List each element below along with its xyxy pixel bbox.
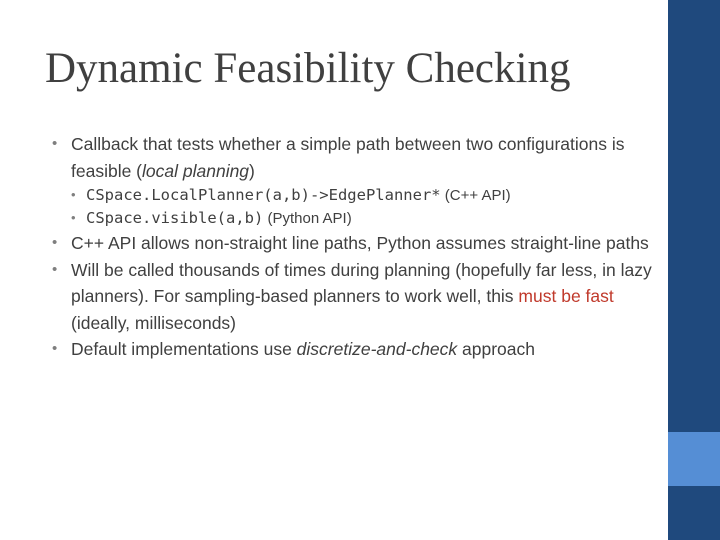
bullet-api [52, 230, 652, 257]
bullet-text: Callback that tests whether a simple path between two configurations is feasible ( [71, 134, 625, 181]
slide-title: Dynamic Feasibility Checking [45, 45, 571, 92]
subbullet-text: (Python API) [263, 210, 352, 227]
bullet-dot-icon: • [52, 340, 58, 357]
subbullet-cpp [52, 184, 652, 207]
bullet-text-end: approach [457, 339, 535, 359]
bullet-dot-icon: • [52, 234, 58, 251]
bullet-dot-icon: • [52, 135, 58, 152]
emphasis-text: must be fast [518, 286, 614, 306]
bullet-dot-icon: • [52, 260, 58, 278]
bullet-text-end: ) [249, 160, 255, 181]
code-text: CSpace.LocalPlanner(a,b)->EdgePlanner* [86, 186, 441, 204]
bullet-text: C++ API allows non-straight line paths, Python assumes straight-line paths [71, 233, 649, 253]
code-text: CSpace.visible(a,b) [86, 209, 264, 227]
bullet-default [52, 336, 652, 363]
bullet-dot-icon: • [71, 210, 76, 225]
subbullet-text: (C++ API) [440, 187, 511, 204]
bullet-italic: local planning [142, 160, 250, 181]
bullet-text-end: (ideally, milliseconds) [71, 312, 237, 333]
sidebar-divider [666, 0, 668, 540]
bullet-text: Will be called thousands of times during planning (hopefully far less, in lazy planners). For sampling-based planners to work well, this [71, 259, 652, 306]
bullet-performance [52, 257, 652, 337]
sidebar-accent-block [666, 432, 720, 486]
slide-body [52, 131, 652, 363]
subbullet-python [52, 207, 652, 230]
bullet-italic: discretize-and-check [296, 339, 458, 359]
bullet-callback [52, 131, 652, 184]
bullet-text: Default implementations use [71, 339, 297, 359]
bullet-dot-icon: • [71, 187, 76, 202]
